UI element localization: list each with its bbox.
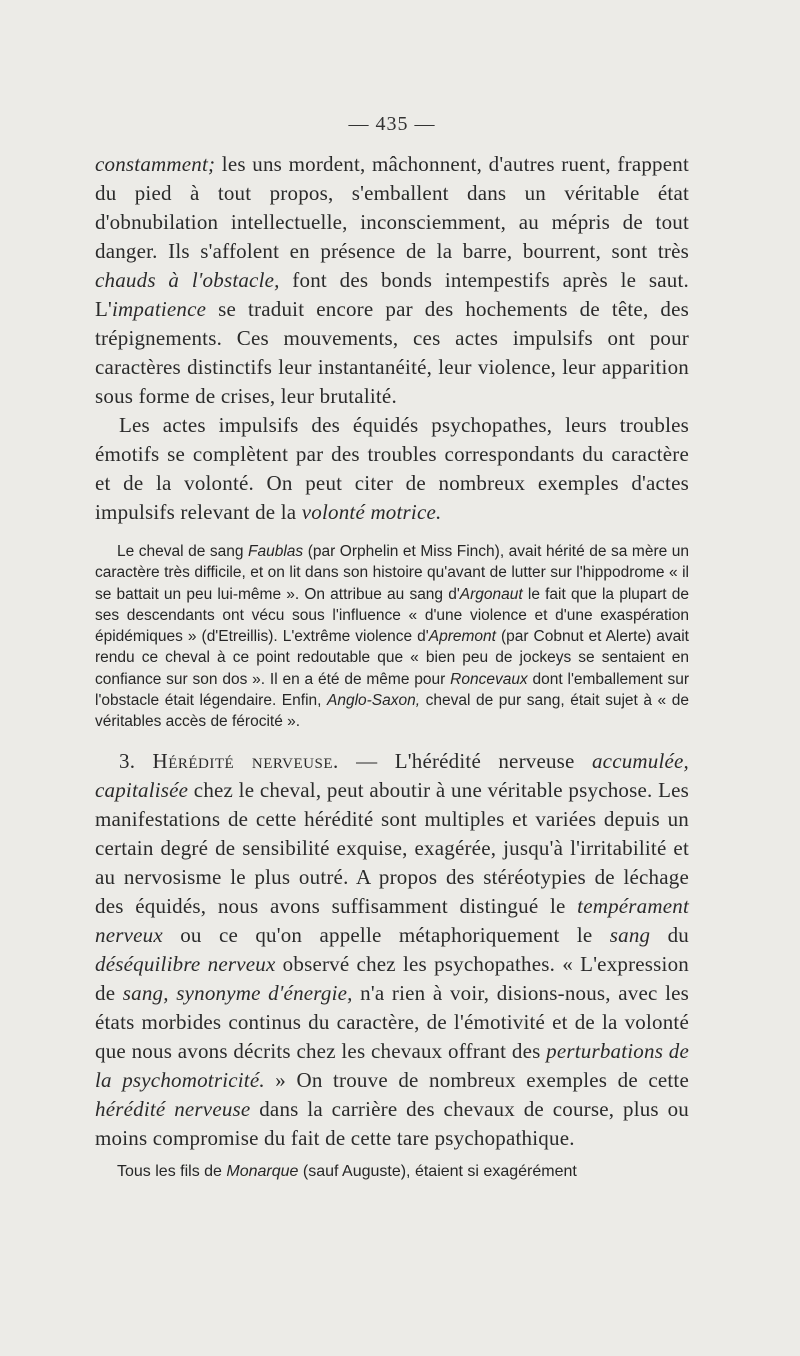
text-run: Le cheval de sang bbox=[117, 543, 249, 560]
text-run: dont l'emballement sur l'obstacle était légendaire. Enfin, bbox=[95, 670, 689, 710]
italic-text: sang, synonyme d'énergie, bbox=[122, 980, 353, 1005]
italic-text: tempérament nerveux bbox=[95, 893, 689, 947]
text-run: (par Cobnut et Alerte) avait rendu ce cheval à ce point redoutable que « bien peu de jockeys se sentaient en confiance sur son dos ». Il en a été de même pour bbox=[95, 628, 689, 688]
text-run: du bbox=[650, 922, 689, 947]
paragraph-horse-examples bbox=[95, 541, 689, 733]
italic-text: Faublas bbox=[248, 543, 304, 560]
text-run: (sauf Auguste), étaient si exagérément bbox=[298, 1162, 577, 1180]
italic-text: sang bbox=[609, 922, 651, 947]
italic-text: hérédité nerveuse bbox=[95, 1096, 251, 1121]
text-run: n'a rien à voir, disions-nous, avec les états morbides continus du caractère, de l'émotivité et de la volonté que nous avons décrits chez les chevaux offrant des bbox=[95, 980, 690, 1063]
page-number: — 435 — bbox=[348, 113, 436, 135]
text-run: se traduit encore par des hochements de tête, des trépignements. Ces mouvements, ces actes impulsifs ont pour caractères distinctifs leur instantanéité, leur violence, leur apparition sous forme de crises, leur brutalité. bbox=[95, 297, 689, 408]
text-run: font des bonds intempestifs après le saut. L' bbox=[95, 268, 689, 321]
text-run: cheval de pur sang, était sujet à « de véritables accès de férocité ». bbox=[95, 692, 689, 731]
text-run: (par Orphelin et Miss Finch), avait hérité de sa mère un caractère très difficile, et on lit dans son histoire qu'avant de lutter sur l'hippodrome « il se battait un peu lui-même ». On attribue au sang d' bbox=[95, 543, 690, 603]
italic-text: chauds à l'obstacle, bbox=[95, 268, 280, 292]
section-heading: Hérédité nerveuse. bbox=[152, 748, 339, 773]
italic-text: Monarque bbox=[226, 1162, 299, 1180]
text-run: observé chez les psychopathes. « L'expression de bbox=[95, 951, 689, 1005]
italic-text: déséquilibre nerveux bbox=[95, 951, 276, 976]
italic-text: accumulée, capitalisée bbox=[95, 748, 690, 802]
italic-text: Anglo-Saxon, bbox=[327, 692, 421, 710]
italic-text: volonté motrice. bbox=[301, 500, 442, 524]
text-run: chez le cheval, peut aboutir à une véritable psychose. Les manifestations de cette hérédité sont multiples et variées depuis un certain degré de sensibilité exquise, exagérée, jusqu'à l'irritabilité et au nervosisme le plus outré. A propos des stéréotypies de léchage des équidés, nous avons suffisamment distingué le bbox=[95, 777, 689, 918]
text-run: dans la carrière des chevaux de course, plus ou moins compromise du fait de cette tare psychopathique. bbox=[95, 1096, 689, 1150]
text-run: » On trouve de nombreux exemples de cette bbox=[264, 1067, 689, 1092]
text-run: — L'hérédité nerveuse bbox=[338, 748, 592, 773]
section-number: 3. bbox=[119, 748, 153, 773]
text-run: les uns mordent, mâchonnent, d'autres ruent, frappent du pied à tout propos, s'emballent dans un véritable état d'obnubilation intellectuelle, inconsciemment, au mépris de tout danger. Ils s'affolent en présence de la barre, bourrent, sont très bbox=[95, 152, 689, 263]
paragraph-monarque bbox=[95, 1161, 689, 1183]
italic-text: Argonaut bbox=[459, 585, 523, 603]
text-run: Les actes impulsifs des équidés psychopathes, leurs troubles émotifs se complètent par des troubles correspondants du caractère et de la volonté. On peut citer de nombreux exemples d'actes impulsifs relevant de la bbox=[95, 413, 689, 524]
italic-text: perturbations de la psychomotricité. bbox=[95, 1038, 689, 1092]
italic-text: Apremont bbox=[428, 628, 496, 646]
italic-text: Roncevaux bbox=[450, 670, 528, 688]
italic-text: impatience bbox=[112, 297, 207, 321]
text-run: Tous les fils de bbox=[117, 1162, 227, 1180]
text-run: ou ce qu'on appelle métaphoriquement le bbox=[162, 922, 610, 947]
italic-text: constamment; bbox=[95, 152, 216, 176]
paragraph-will-disorders bbox=[95, 411, 689, 527]
text-run: le fait que la plupart de ses descendants ont vécu sous l'influence « d'une violence et d'une exaspération épidémiques » (d'Etreillis). L'extrême violence d' bbox=[95, 585, 689, 646]
paragraph-impulsive-acts bbox=[95, 150, 689, 411]
section-nervous-heredity bbox=[95, 747, 689, 1153]
